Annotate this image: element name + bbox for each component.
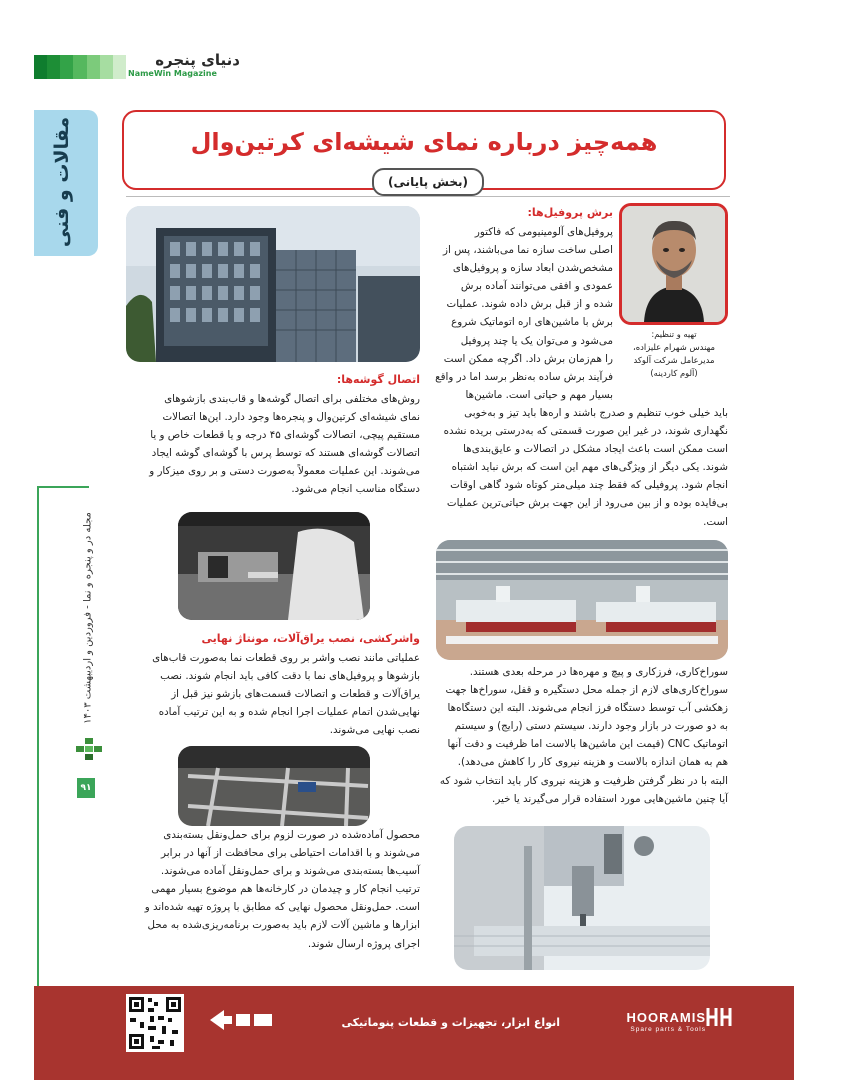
caption-line: مهندس شهرام علیزاده،	[633, 342, 715, 352]
text-line: می‌شود و می‌توان یک یا چند پروفیل	[460, 334, 613, 347]
text-line: است. حمل‌ونقل محصول نهایی که مطابق با پروژه تهیه شده‌اند و	[144, 901, 420, 914]
bar-segment	[47, 55, 60, 79]
section-label: مقالات و فنی	[51, 116, 73, 248]
arrow-logo-icon	[210, 1010, 274, 1030]
factory-photo	[436, 540, 728, 660]
magazine-sub: NameWin Magazine	[128, 69, 217, 78]
text-line: آسیب‌ها بسته‌بندی می‌شوند و برای حمل‌ونقل آماده می‌شوند.	[160, 865, 420, 878]
text-line: شده و از قبل برش داده شوند. عملیات	[446, 298, 613, 311]
page-subtitle: (بخش پایانی)	[372, 168, 484, 196]
text-line: عمودی و افقی می‌توانند آماده برش	[460, 280, 613, 293]
text-line: اجرای پروژه ارسال شوند.	[307, 937, 420, 950]
bar-segment	[34, 55, 47, 79]
text-line: اتوماتیک CNC (قیمت این ماشین‌ها بالاست اما ظرفیت و دقت آنها	[447, 738, 728, 751]
text-line: نمای شیشه‌ای کرتین‌وال و پنجره‌ها وجود دارد. این‌ها اتصالات	[162, 411, 420, 424]
text-line: ترتیب انجام کار و چیدمان در کارخانه‌ها هم موضوع بسیار مهمی	[151, 883, 420, 896]
text-line: بسیار مهم و حیاتی است. ماشین‌ها	[465, 388, 613, 401]
text-line: به دو صورت در بازار وجود دارند. سیستم دستی (رایج) و سیستم	[454, 720, 728, 733]
text-line: محصول آماده‌شده در صورت لزوم برای حمل‌ونقل بسته‌بندی	[163, 829, 420, 841]
text-line: می‌شوند. این عملیات معمولاً به‌صورت دستی و بر روی میزکار و	[149, 465, 420, 478]
page-number: ۹۱	[77, 778, 95, 798]
workshop-photo	[178, 512, 370, 620]
drilling-text	[432, 663, 728, 808]
text-line: انجام شود. پروفیلی که فقط چند میلی‌متر کوتاه شود گاهی اوقات	[450, 479, 728, 492]
text-line: ابزارها و ماشین آلات لازم باید به‌صورت برنامه‌ریزی‌شده به محل	[147, 919, 420, 932]
text-line: بی‌فایده بوده و از بین می‌رود از این جهت برش حیاتی‌ترین عملیات	[446, 497, 728, 510]
text-line: سوراخ‌کاری‌های لازم از جمله محل دستگیره و قفل، سوراخ‌ها جهت	[445, 684, 728, 697]
text-line: پروفیل‌های آلومینیومی که فاکتور	[474, 226, 613, 238]
text-line: بازشوها و پروفیل‌های نما با دقت کافی باید انجام شوند. نصب	[160, 670, 420, 683]
text-line: باید خیلی خوب تنظیم و صدرج باشند و اره‌ها باید تیز و به‌خوبی	[464, 407, 728, 419]
text-line: است.	[703, 515, 728, 528]
author-portrait-image	[622, 206, 725, 322]
text-line: است ممکن است باعث ایجاد مشکل در اتصالات و عایق‌بندی‌ها	[463, 443, 728, 456]
footer-slogan: انواع ابزار، تجهیزات و قطعات پنوماتیکی	[341, 1016, 560, 1029]
cnc-photo	[454, 826, 710, 970]
text-line: عملیاتی مانند نصب واشر بر روی قطعات نما به‌صورت قاب‌های	[152, 652, 420, 664]
text-line: اصلی ساخت سازه نما می‌باشند، پس از	[443, 244, 613, 257]
text-line: زهکشی آب توسط دستگاه فرز انجام می‌شوند. البته این دستگاه‌ها	[447, 702, 728, 715]
text-line: نگهداری شوند، در غیر این صورت قسمتی که به‌درستی بریده نشده	[443, 425, 728, 438]
text-line: یراق‌آلات و قطعات و اتصالات قسمت‌های بازشو نیز قبل از	[171, 688, 420, 701]
caption-line: (آلوم کاردینه)	[650, 368, 698, 378]
text-line: برش با ماشین‌های اره اتوماتیک شروع	[451, 316, 613, 329]
assembly-photo	[178, 746, 370, 826]
text-line: هم به همان اندازه بالاست و هزینه نیروی کار را کاهش می‌دهد).	[457, 756, 728, 769]
workshop-image	[178, 512, 370, 620]
pneumatic-logo	[210, 1010, 274, 1030]
cutting-text-wide	[432, 404, 728, 531]
brand-color-bar	[34, 55, 126, 79]
qr-code	[126, 994, 184, 1052]
text-line: را هم‌زمان برش داد. اگرچه ممکن است	[443, 352, 613, 365]
text-line: روش‌های مختلفی برای اتصال گوشه‌ها و قاب‌بندی بازشوهای	[164, 393, 420, 405]
text-line: می‌شوند و با اقدامات احتیاطی برای محافظت از آنها در برابر	[161, 847, 420, 860]
bar-segment	[100, 55, 113, 79]
factory-image	[436, 540, 728, 660]
company-tagline: Spare parts & Tools	[630, 1026, 706, 1033]
bar-segment	[113, 55, 126, 79]
gasket-text	[126, 649, 420, 739]
author-photo	[619, 203, 728, 325]
section-heading-gasket: واشرکشی، نصب یراق‌آلات، مونتاژ نهایی	[201, 632, 420, 645]
text-line: آیا چنین ماشین‌هایی مورد استفاده قرار می‌گیرند یا خیر.	[492, 792, 728, 805]
packing-text	[126, 826, 420, 953]
author-caption	[616, 328, 732, 380]
cnc-image	[454, 826, 710, 970]
qr-code-image	[126, 994, 184, 1052]
text-line: البته با در نظر گرفتن ظرفیت و هزینه نیروی کار باید انتخاب شود که	[439, 774, 728, 787]
section-heading-cutting: برش پروفیل‌ها:	[527, 206, 613, 219]
issue-label: مجله در و پنجره و نما - فروردین و اردیبهشت ۱۴۰۳	[82, 512, 94, 724]
text-line: نصب نهایی می‌شوند.	[329, 724, 420, 737]
text-line: شوند. یکی دیگر از ویژگی‌های مهم این است که برش نباید اشتباه	[451, 461, 728, 474]
building-photo	[126, 206, 420, 362]
text-line: مشخص‌شدن ابعاد سازه و پروفیل‌های	[452, 262, 613, 275]
company-name: HOORAMIS	[626, 1010, 706, 1025]
text-line: اتصالات گوشه‌ای هستند که توسط پرس با گوشه‌ای گوشه ایجاد	[151, 447, 420, 460]
caption-line: تهیه و تنظیم:	[651, 329, 697, 339]
text-line: سوراخ‌کاری، فرزکاری و پیچ و مهره‌ها در مرحله بعدی هستند.	[469, 666, 728, 678]
page-title: همه‌چیز درباره نمای شیشه‌ای کرتین‌وال	[190, 128, 658, 156]
assembly-image	[178, 746, 370, 826]
text-line: مستقیم پیچی، اتصالات گوشه‌ای ۴۵ درجه و یا قطعات خاص و یا	[150, 429, 420, 442]
bar-segment	[87, 55, 100, 79]
section-heading-corners: اتصال گوشه‌ها:	[336, 373, 420, 386]
magazine-logo	[128, 52, 240, 82]
text-line: دستگاه مناسب انجام می‌شود.	[291, 483, 420, 496]
building-image	[126, 206, 420, 362]
cutting-text-narrow	[432, 223, 613, 404]
corners-text	[126, 390, 420, 499]
bar-segment	[73, 55, 86, 79]
blocks-icon	[76, 738, 102, 760]
caption-line: مدیرعامل شرکت آلوکد	[633, 355, 715, 365]
text-line: نهایی‌شدن اتمام عملیات اجرا انجام شده و به این ترتیب آماده	[158, 706, 420, 719]
bar-segment	[60, 55, 73, 79]
title-divider	[126, 196, 730, 197]
text-line: فرآیند برش ساده به‌نظر برسد اما در واقع	[435, 370, 613, 383]
margin-rule-top	[37, 486, 89, 488]
magazine-name: دنیای پنجره	[155, 51, 240, 69]
hooramis-logo-icon	[706, 1006, 732, 1028]
